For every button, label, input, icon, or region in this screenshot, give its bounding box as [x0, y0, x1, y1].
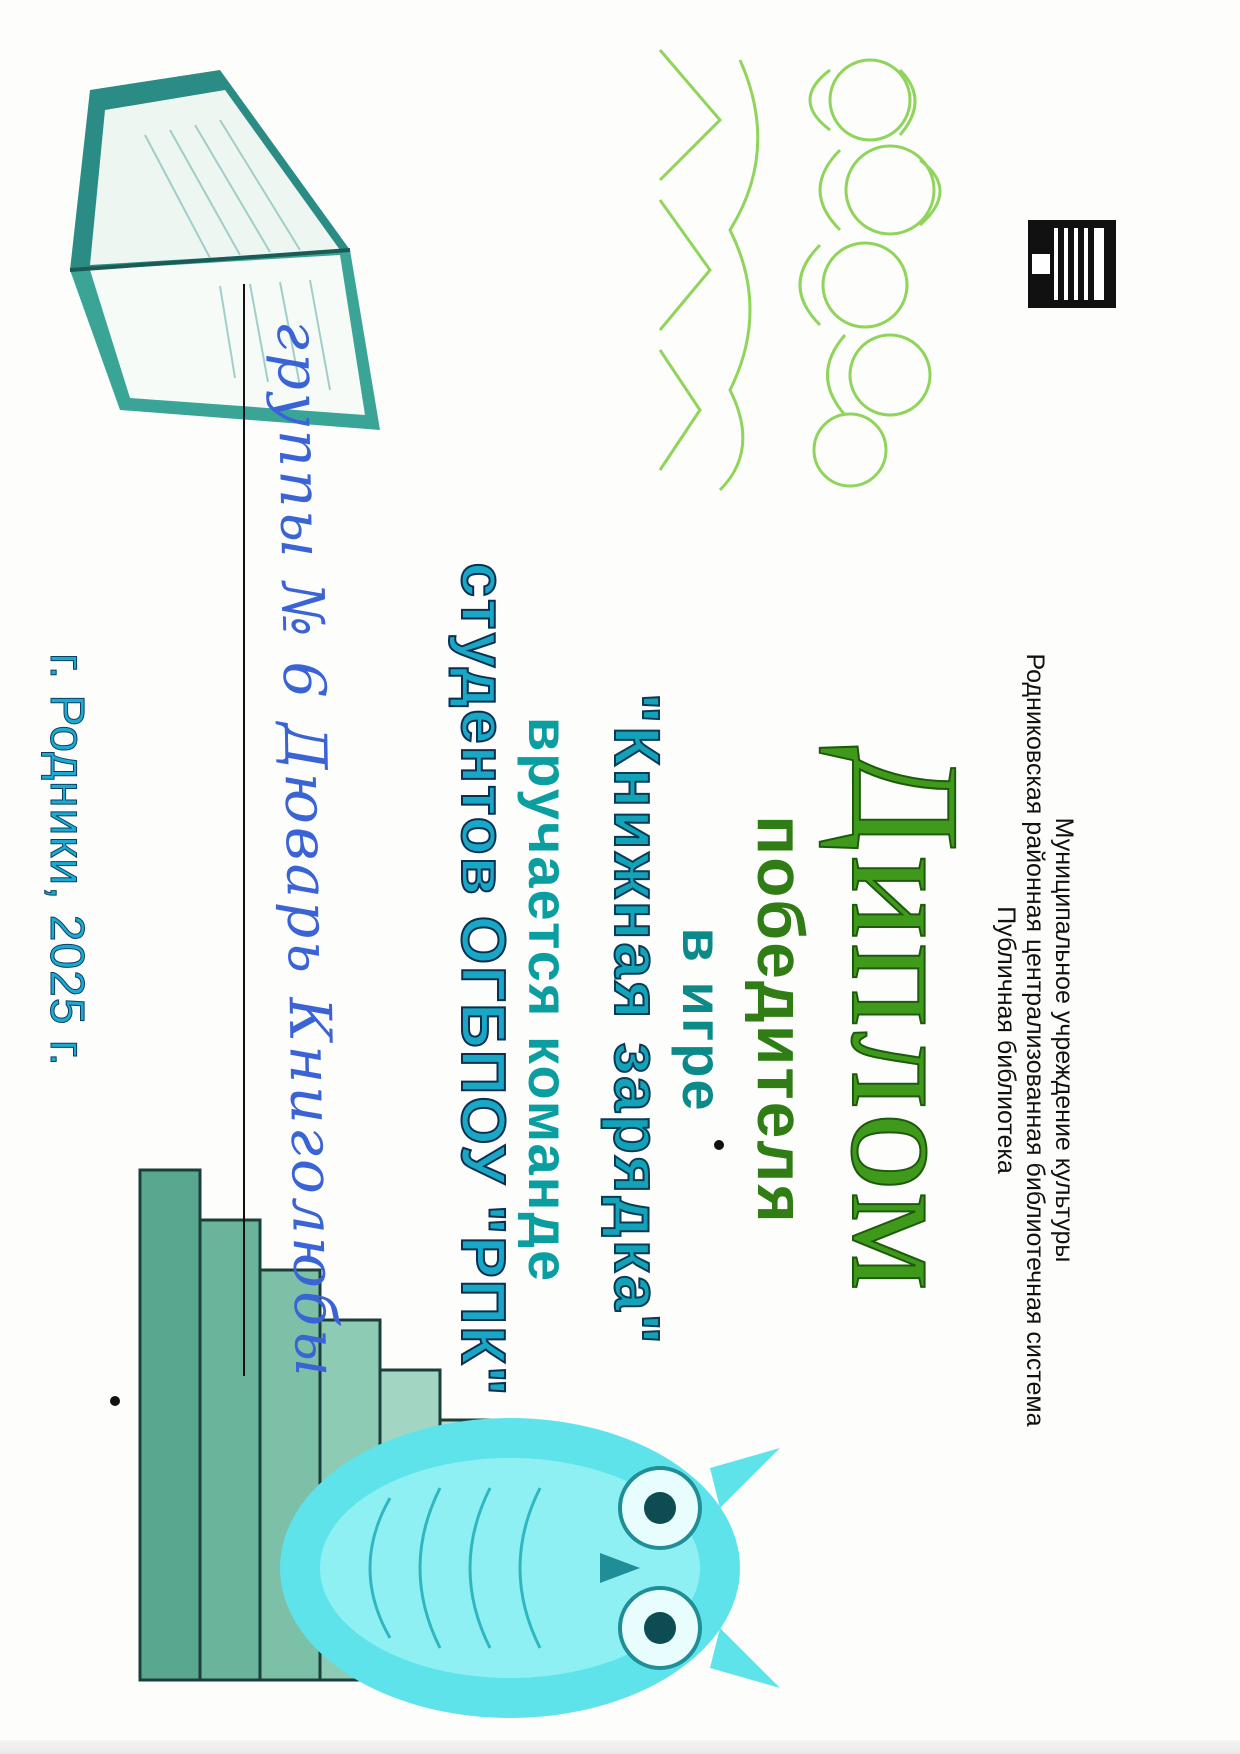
place-date: г. Родники, 2025 г. [40, 653, 93, 1067]
scan-edge [0, 1740, 1240, 1754]
organization-line-3: Публичная библиотека [992, 906, 1020, 1174]
organization-header [991, 540, 1078, 1540]
game-name: "Книжная зарядка" [601, 693, 673, 1347]
in-game-text: в игре [671, 927, 734, 1113]
library-logo-icon [1026, 218, 1118, 310]
organization-line-2: Родниковская районная централизованная библиотечная система [1021, 653, 1049, 1427]
signature-line [243, 284, 245, 1376]
certificate-title: Диплом [819, 745, 992, 1295]
handwritten-signature: группы № 6 Дюварь Книголюбы [263, 319, 351, 1381]
children-illustration [640, 30, 960, 500]
open-book-icon [50, 50, 420, 450]
awarded-to-text: вручается команде [517, 716, 580, 1284]
ink-dot [110, 1396, 120, 1406]
ink-dot [714, 1140, 724, 1150]
certificate-subtitle: победителя [744, 815, 818, 1225]
organization-line-1: Муниципальное учреждение культуры [1050, 817, 1078, 1263]
recipient-name: студентов ОГБПОУ "РПК" [448, 562, 517, 1398]
